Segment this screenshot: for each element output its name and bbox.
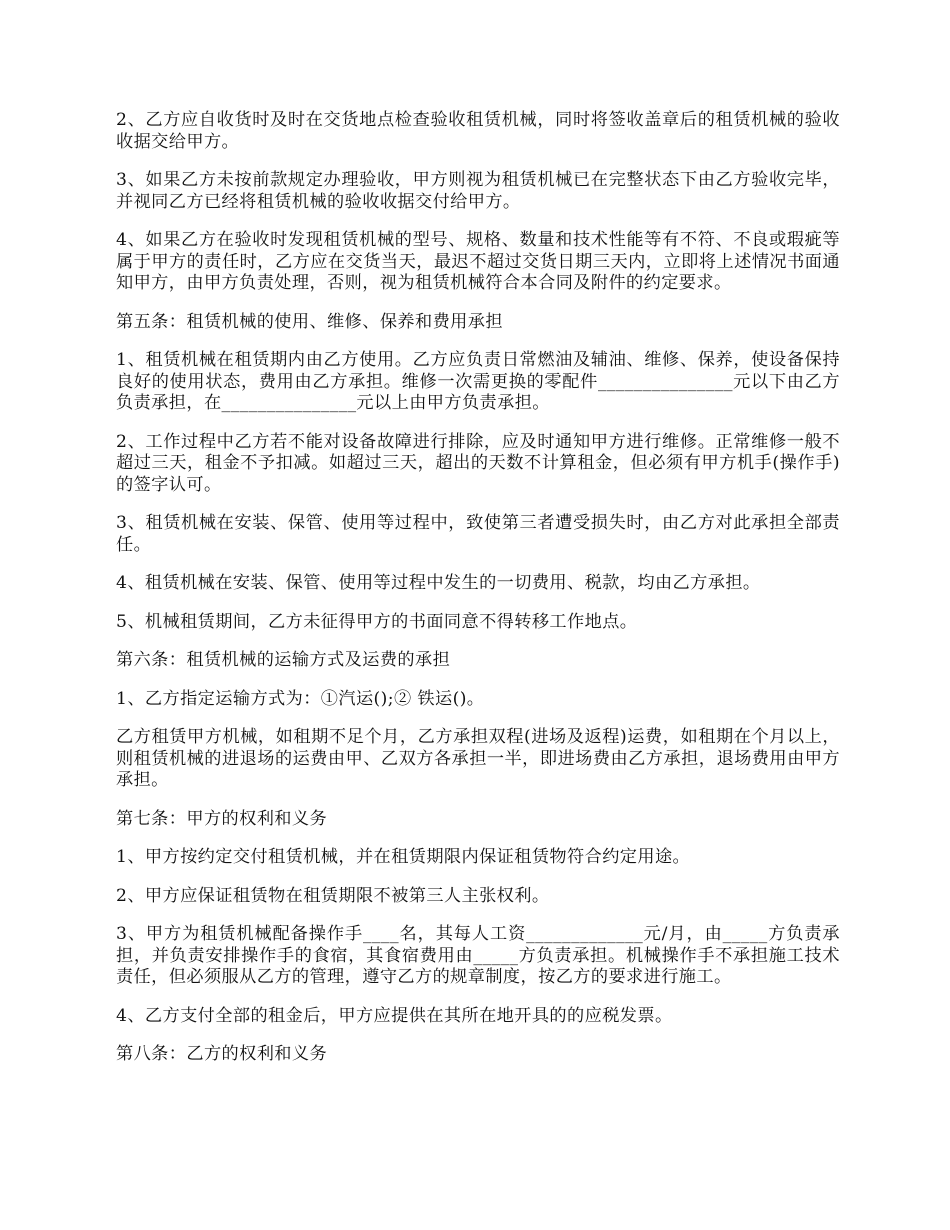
- clause-4-item-2: 2、乙方应自收货时及时在交货地点检查验收租赁机械，同时将签收盖章后的租赁机械的验收收据交给甲方。: [116, 110, 840, 152]
- clause-7-item-1: 1、甲方按约定交付租赁机械，并在租赁期限内保证租赁物符合约定用途。: [116, 847, 691, 867]
- clause-5-item-1: 1、租赁机械在租赁期内由乙方使用。乙方应负责日常燃油及辅油、维修、保养，使设备保持良好的使用状态，费用由乙方承担。维修一次需更换的零配件_______________元以下由乙方负责承担，在_______________元以上由甲方负责承担。: [116, 350, 840, 413]
- clause-6-freight-paragraph: 乙方租赁甲方机械，如租期不足个月，乙方承担双程(进场及返程)运费，如租期在个月以上，则租赁机械的进退场的运费由甲、乙双方各承担一半，即进场费由乙方承担，退场费用由甲方承担。: [116, 727, 840, 790]
- clause-4-item-4: 4、如果乙方在验收时发现租赁机械的型号、规格、数量和技术性能等有不符、不良或瑕疵等属于甲方的责任时，乙方应在交货当天，最迟不超过交货日期三天内，立即将上述情况书面通知甲方，由甲方负责处理，否则，视为租赁机械符合本合同及附件的约定要求。: [116, 230, 840, 293]
- clause-6-item-1: 1、乙方指定运输方式为：①汽运();② 铁运()。: [116, 688, 485, 709]
- clause-7-heading: 第七条：甲方的权利和义务: [116, 808, 328, 829]
- clause-7-item-2: 2、甲方应保证租赁物在租赁期限不被第三人主张权利。: [116, 885, 550, 906]
- clause-8-heading: 第八条：乙方的权利和义务: [116, 1044, 328, 1064]
- clause-4-item-3: 3、如果乙方未按前款规定办理验收，甲方则视为租赁机械已在完整状态下由乙方验收完毕，并视同乙方已经将租赁机械的验收收据交付给甲方。: [116, 170, 840, 212]
- clause-7-item-3: 3、甲方为租赁机械配备操作手____名，其每人工资_____________元/月，由_____方负责承担，并负责安排操作手的食宿，其食宿费用由_____方负责承担。机械操作手不承担施工技术责任，但必须服从乙方的管理，遵守乙方的规章制度，按乙方的要求进行施工。: [116, 924, 840, 987]
- clause-5-item-3: 3、租赁机械在安装、保管、使用等过程中，致使第三者遭受损失时，由乙方对此承担全部责任。: [116, 513, 840, 555]
- clause-5-heading: 第五条：租赁机械的使用、维修、保养和费用承担: [116, 311, 503, 332]
- clause-5-item-5: 5、机械租赁期间，乙方未征得甲方的书面同意不得转移工作地点。: [116, 611, 638, 632]
- clause-5-item-4: 4、租赁机械在安装、保管、使用等过程中发生的一切费用、税款，均由乙方承担。: [116, 573, 761, 593]
- clause-6-heading: 第六条：租赁机械的运输方式及运费的承担: [116, 650, 451, 670]
- clause-5-item-2: 2、工作过程中乙方若不能对设备故障进行排除，应及时通知甲方进行维修。正常维修一般不超过三天，租金不予扣减。如超过三天，超出的天数不计算租金，但必须有甲方机手(操作手)的签字认可。: [116, 431, 840, 495]
- clause-7-item-4: 4、乙方支付全部的租金后，甲方应提供在其所在地开具的的应税发票。: [116, 1005, 673, 1026]
